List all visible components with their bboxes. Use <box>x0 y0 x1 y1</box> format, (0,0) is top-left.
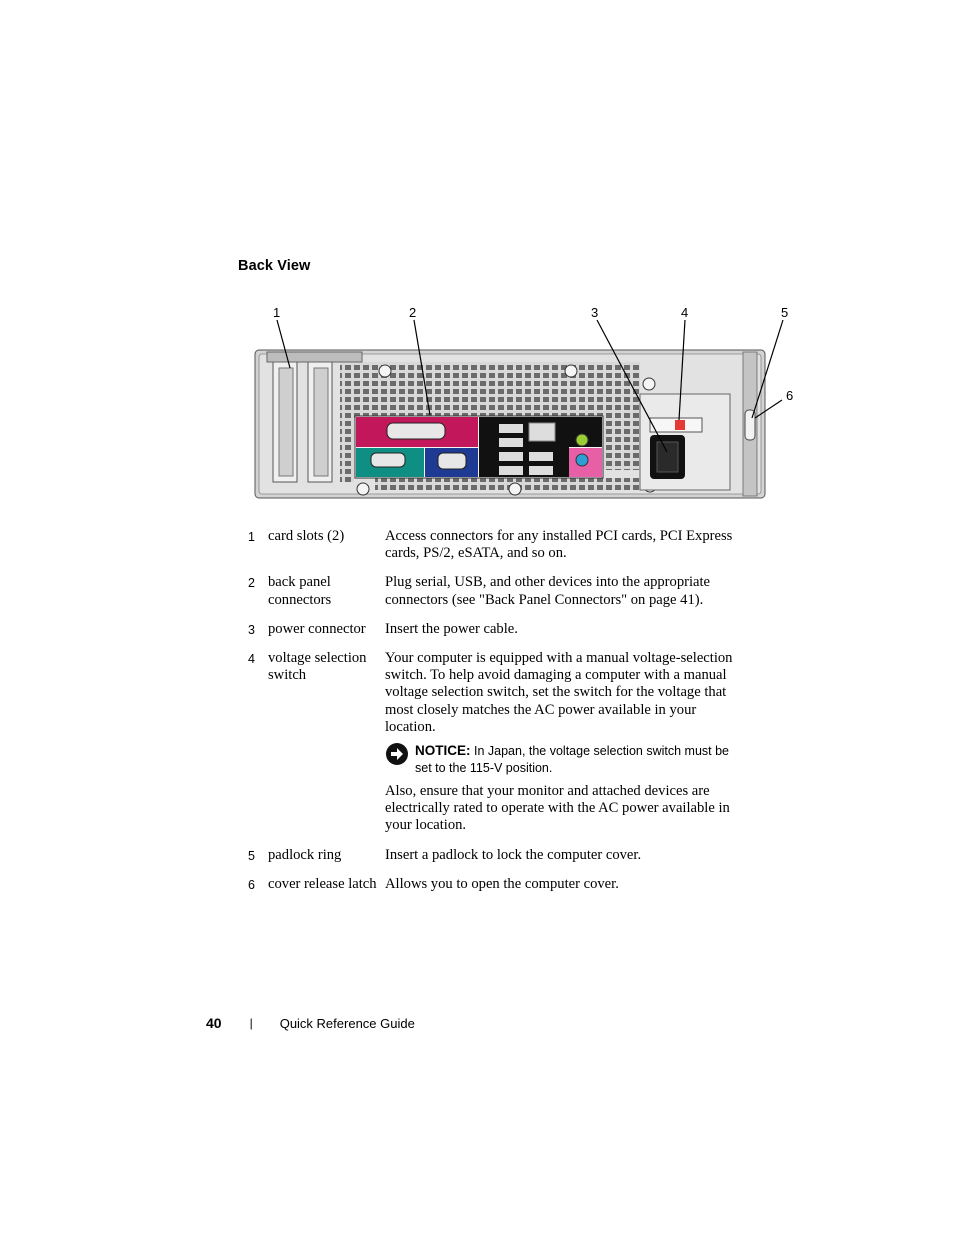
description-text: Insert a padlock to lock the computer cover. <box>385 846 642 863</box>
description-text: Your computer is equipped with a manual voltage-selection switch. To help avoid damaging a computer with a manual voltage selection switch, set the switch for the voltage that most closely matches the AC power available in your location. <box>385 650 733 735</box>
item-number: 4 <box>248 652 255 667</box>
footer-separator: | <box>249 1016 253 1030</box>
back-view-diagram <box>245 300 805 510</box>
callout-4: 4 <box>681 305 689 320</box>
guide-title: Quick Reference Guide <box>279 1015 415 1031</box>
item-name: card slots (2) <box>268 528 345 544</box>
callout-3: 3 <box>591 305 599 320</box>
callout-2: 2 <box>409 305 417 320</box>
notice-box <box>385 742 735 777</box>
callout-6: 6 <box>786 388 794 403</box>
section-title: Back View <box>238 258 311 274</box>
item-name: voltage selection switch <box>268 650 367 684</box>
item-number: 6 <box>248 877 255 892</box>
item-number: 1 <box>248 530 255 544</box>
item-description <box>385 621 735 644</box>
back-panel-connectors-illustration <box>355 416 603 478</box>
page-footer <box>206 1015 415 1031</box>
table-row <box>248 574 748 614</box>
table-row <box>248 650 748 841</box>
chassis-illustration <box>245 300 805 510</box>
notice-label: NOTICE: <box>415 743 471 759</box>
description-text: Plug serial, USB, and other devices into the appropriate connectors (see "Back Panel Connectors" on page 41). <box>385 574 711 608</box>
description-text: Access connectors for any installed PCI cards, PCI Express cards, PS/2, eSATA, and so on. <box>385 528 733 562</box>
power-supply-illustration <box>640 394 730 490</box>
page-number: 40 <box>206 1015 222 1031</box>
item-name: cover release latch <box>268 875 377 892</box>
table-row <box>248 621 748 644</box>
item-number: 2 <box>248 576 255 591</box>
description-text: Also, ensure that your monitor and attached devices are electrically rated to operate with the AC power available in your location. <box>385 783 730 834</box>
table-row <box>248 847 748 870</box>
item-description <box>385 574 735 614</box>
table-row <box>248 528 748 568</box>
description-text: Insert the power cable. <box>385 620 518 637</box>
table-row <box>248 876 748 899</box>
item-description <box>385 650 735 841</box>
callout-1: 1 <box>273 305 281 320</box>
item-name: power connector <box>268 620 366 637</box>
notice-text: In Japan, the voltage selection switch must be set to the 115-V position. <box>415 744 729 776</box>
item-name: padlock ring <box>268 846 342 863</box>
item-description <box>385 847 735 870</box>
description-text: Allows you to open the computer cover. <box>385 875 619 892</box>
item-name: back panel connectors <box>268 574 332 608</box>
component-table <box>248 528 748 905</box>
item-number: 3 <box>248 622 255 637</box>
notice-icon <box>385 742 415 777</box>
callout-5: 5 <box>781 305 789 320</box>
item-number: 5 <box>248 848 255 863</box>
item-description <box>385 528 735 568</box>
item-description <box>385 876 735 899</box>
